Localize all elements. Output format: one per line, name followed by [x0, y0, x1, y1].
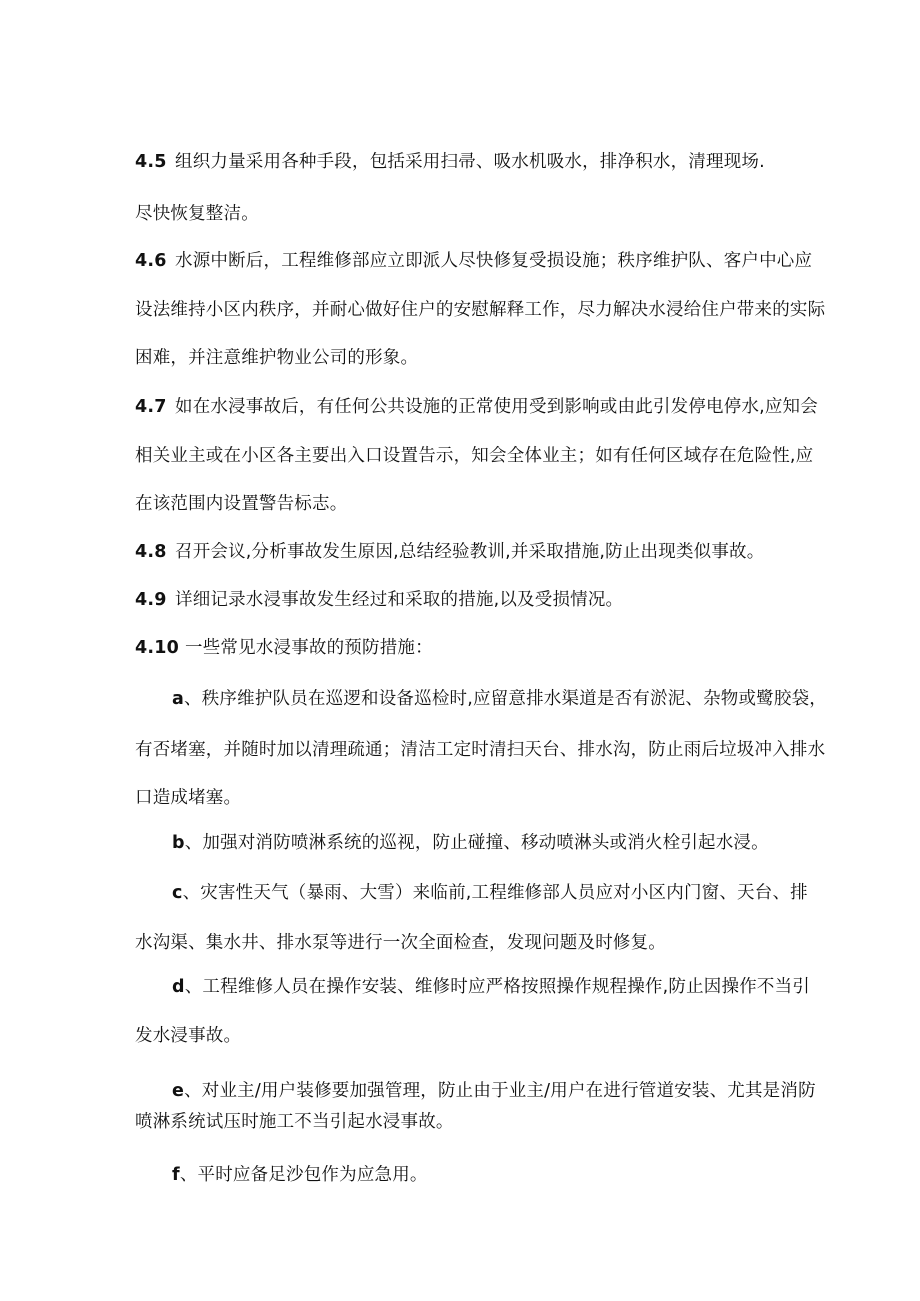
item-e-line-1: e、对业主/用户装修要加强管理，防止由于业主/用户在进行管道安装、尤其是消防	[172, 1081, 816, 1101]
item-letter: f	[172, 1165, 180, 1185]
section-number: 4.9	[135, 590, 167, 610]
item-letter: c	[172, 883, 183, 903]
section-number: 4.8	[135, 542, 167, 562]
item-e-line-2: 喷淋系统试压时施工不当引起水浸事故。	[135, 1112, 454, 1132]
section-4-6-line-3: 困难，并注意维护物业公司的形象。	[135, 348, 419, 368]
section-number: 4.7	[135, 397, 167, 417]
section-number: 4.5	[135, 152, 167, 172]
section-4-5-line-2: 尽快恢复整洁。	[135, 204, 259, 224]
item-d-line-2: 发水浸事故。	[135, 1026, 242, 1046]
item-f-line-1: f、平时应备足沙包作为应急用。	[172, 1165, 428, 1185]
item-c-line-2: 水沟渠、集水井、排水泵等进行一次全面检查，发现问题及时修复。	[135, 933, 666, 953]
section-4-5-line-1: 4.5 组织力量采用各种手段，包括采用扫帚、吸水机吸水，排净积水，清理现场.	[135, 152, 765, 172]
item-letter: a	[172, 689, 185, 709]
section-4-7-line-2: 相关业主或在小区各主要出入口设置告示，知会全体业主；如有任何区域存在危险性,应	[135, 446, 814, 466]
section-4-9-line-1: 4.9 详细记录水浸事故发生经过和采取的措施,以及受损情况。	[135, 590, 624, 610]
item-letter: e	[172, 1081, 185, 1101]
item-letter: b	[172, 833, 185, 853]
section-4-7-line-1: 4.7 如在水浸事故后，有任何公共设施的正常使用受到影响或由此引发停电停水,应知会	[135, 397, 818, 417]
item-letter: d	[172, 977, 185, 997]
section-number: 4.10	[135, 638, 179, 658]
item-b-line-1: b、加强对消防喷淋系统的巡视，防止碰撞、移动喷淋头或消火栓引起水浸。	[172, 833, 769, 853]
item-a-line-2: 有否堵塞，并随时加以清理疏通；清洁工定时清扫天台、排水沟，防止雨后垃圾冲入排水	[135, 740, 826, 760]
section-number: 4.6	[135, 251, 167, 271]
item-a-line-3: 口造成堵塞。	[135, 788, 242, 808]
section-4-8-line-1: 4.8 召开会议,分析事故发生原因,总结经验教训,并采取措施,防止出现类似事故。	[135, 542, 765, 562]
item-d-line-1: d、工程维修人员在操作安装、维修时应严格按照操作规程操作,防止因操作不当引	[172, 977, 810, 997]
section-4-6-line-2: 设法维持小区内秩序，并耐心做好住户的安慰解释工作，尽力解决水浸给住户带来的实际	[135, 300, 826, 320]
item-c-line-1: c、灾害性天气（暴雨、大雪）来临前,工程维修部人员应对小区内门窗、天台、排	[172, 883, 808, 903]
item-a-line-1: a、秩序维护队员在巡逻和设备巡检时,应留意排水渠道是否有淤泥、杂物或鹭胶袋，	[172, 689, 827, 709]
section-4-7-line-3: 在该范围内设置警告标志。	[135, 494, 348, 514]
section-4-6-line-1: 4.6 水源中断后，工程维修部应立即派人尽快修复受损设施；秩序维护队、客户中心应	[135, 251, 813, 271]
section-4-10-line-1: 4.10 一些常见水浸事故的预防措施：	[135, 638, 433, 658]
